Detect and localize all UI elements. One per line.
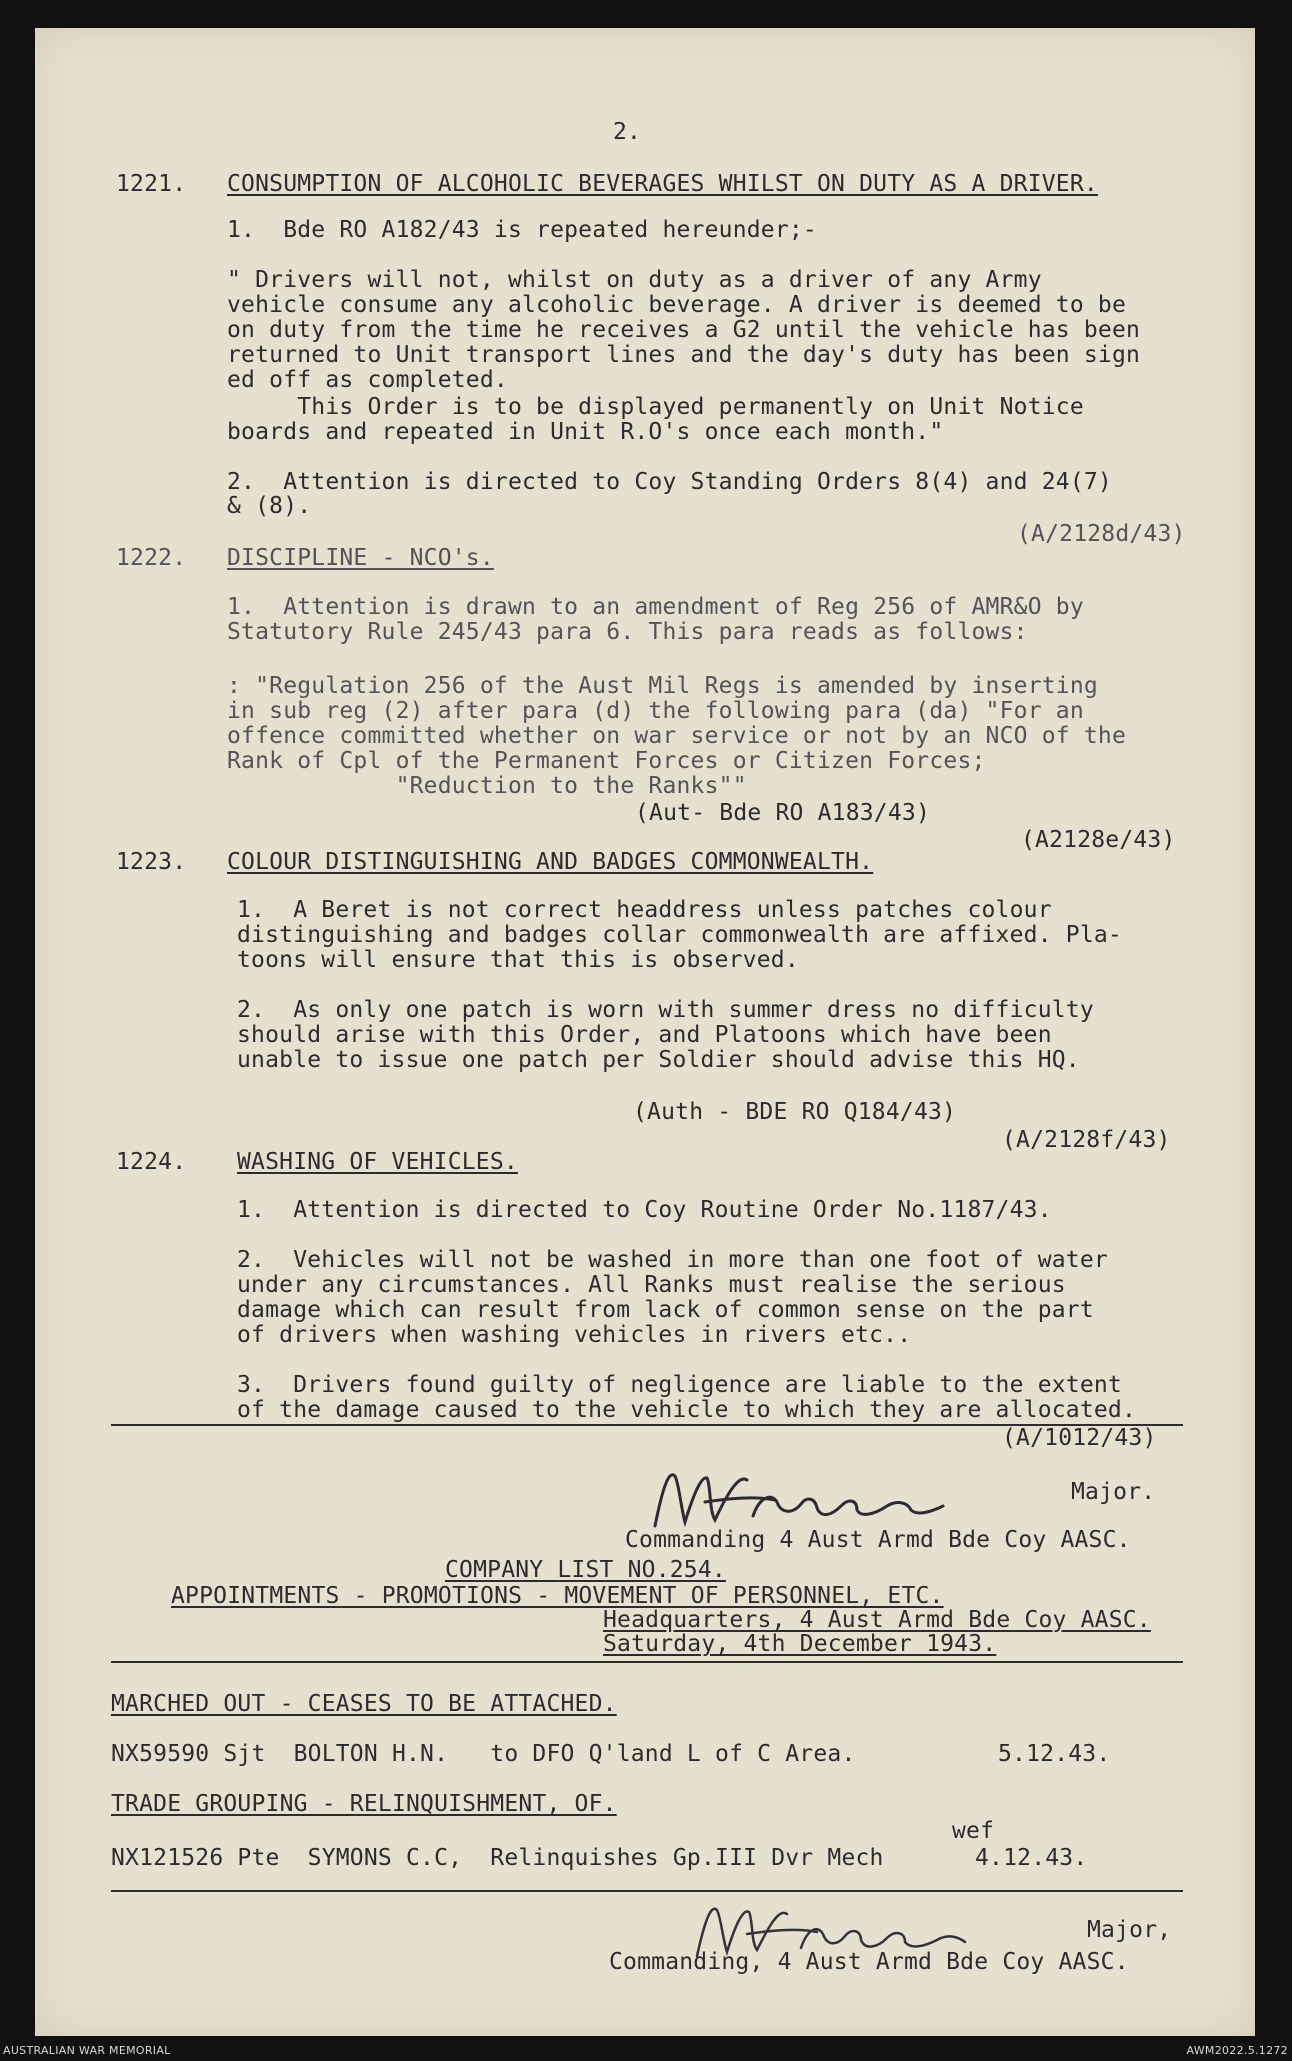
paragraph: 3. Drivers found guilty of negligence are liable to the extent — [237, 1372, 1122, 1398]
paragraph: should arise with this Order, and Platoons which have been — [237, 1022, 1052, 1048]
headquarters-line: Headquarters, 4 Aust Armd Bde Coy AASC. — [603, 1607, 1151, 1633]
quote-line: boards and repeated in Unit R.O's once each month." — [227, 419, 944, 445]
wef-label: wef — [952, 1818, 995, 1844]
quote-line: : "Regulation 256 of the Aust Mil Regs is amended by inserting — [227, 673, 1098, 699]
entry-date: 4.12.43. — [975, 1845, 1088, 1871]
paragraph: toons will ensure that this is observed. — [237, 947, 799, 973]
paragraph: Statutory Rule 245/43 para 6. This para reads as follows: — [227, 619, 1028, 645]
date-line: Saturday, 4th December 1943. — [603, 1631, 997, 1657]
paragraph: & (8). — [227, 493, 312, 519]
order-number: 1223. — [116, 849, 187, 875]
paragraph: 2. As only one patch is worn with summer dress no difficulty — [237, 997, 1094, 1023]
quote-line: ed off as completed. — [227, 367, 508, 393]
order-heading: WASHING OF VEHICLES. — [237, 1149, 518, 1175]
file-reference: (A/1012/43) — [1002, 1425, 1157, 1451]
section-heading: MARCHED OUT - CEASES TO BE ATTACHED. — [111, 1691, 617, 1717]
section-heading: TRADE GROUPING - RELINQUISHMENT, OF. — [111, 1791, 617, 1817]
quote-line: vehicle consume any alcoholic beverage. A driver is deemed to be — [227, 292, 1127, 318]
divider-rule — [111, 1661, 1183, 1663]
paragraph: distinguishing and badges collar commonwealth are affixed. Pla- — [237, 922, 1122, 948]
document-page — [35, 28, 1255, 2036]
order-heading: DISCIPLINE - NCO's. — [227, 545, 494, 571]
paragraph: 2. Attention is directed to Coy Standing Orders 8(4) and 24(7) — [227, 469, 1112, 495]
signatory-rank: Major. — [1071, 1479, 1156, 1505]
quote-line: " Drivers will not, whilst on duty as a driver of any Army — [227, 267, 1042, 293]
order-number: 1221. — [116, 171, 187, 197]
quote-line: in sub reg (2) after para (d) the following para (da) "For an — [227, 698, 1084, 724]
authority: (Aut- Bde RO A183/43) — [635, 800, 930, 826]
order-heading: CONSUMPTION OF ALCOHOLIC BEVERAGES WHILST ON DUTY AS A DRIVER. — [227, 171, 1098, 197]
paragraph: 1. Attention is drawn to an amendment of Reg 256 of AMR&O by — [227, 594, 1084, 620]
paragraph: damage which can result from lack of common sense on the part — [237, 1297, 1094, 1323]
order-number: 1224. — [116, 1149, 187, 1175]
page-number: 2. — [613, 119, 642, 145]
paragraph: 1. A Beret is not correct headdress unless patches colour — [237, 897, 1052, 923]
paragraph: under any circumstances. All Ranks must realise the serious — [237, 1272, 1066, 1298]
quote-line: This Order is to be displayed permanently on Unit Notice — [227, 394, 1084, 420]
entry-date: 5.12.43. — [998, 1741, 1111, 1767]
quote-line: on duty from the time he receives a G2 until the vehicle has been — [227, 317, 1141, 343]
paragraph: unable to issue one patch per Soldier should advise this HQ. — [237, 1047, 1080, 1073]
company-list-subtitle: APPOINTMENTS - PROMOTIONS - MOVEMENT OF PERSONNEL, ETC. — [171, 1583, 944, 1609]
personnel-entry: NX59590 Sjt BOLTON H.N. to DFO Q'land L of C Area. — [111, 1741, 856, 1767]
paragraph: of the damage caused to the vehicle to which they are allocated. — [237, 1397, 1137, 1423]
order-number: 1222. — [116, 545, 187, 571]
personnel-entry: NX121526 Pte SYMONS C.C, Relinquishes Gp.III Dvr Mech — [111, 1845, 884, 1871]
file-reference: (A/2128f/43) — [1002, 1127, 1171, 1153]
file-reference: (A/2128d/43) — [1017, 521, 1186, 547]
archive-credit: AUSTRALIAN WAR MEMORIAL — [3, 2044, 171, 2057]
quote-line: Rank of Cpl of the Permanent Forces or Citizen Forces; — [227, 748, 986, 774]
quote-line: offence committed whether on war service or not by an NCO of the — [227, 723, 1127, 749]
signatory-title: Commanding 4 Aust Armd Bde Coy AASC. — [625, 1527, 1131, 1553]
signatory-title: Commanding, 4 Aust Armd Bde Coy AASC. — [609, 1949, 1129, 1975]
paragraph: 2. Vehicles will not be washed in more than one foot of water — [237, 1247, 1108, 1273]
authority: (Auth - BDE RO Q184/43) — [633, 1099, 957, 1125]
file-reference: (A2128e/43) — [1021, 827, 1176, 853]
quote-line: returned to Unit transport lines and the day's duty has been sign — [227, 342, 1141, 368]
signatory-rank: Major, — [1087, 1917, 1172, 1943]
paragraph: of drivers when washing vehicles in rivers etc.. — [237, 1322, 912, 1348]
paragraph: 1. Bde RO A182/43 is repeated hereunder;- — [227, 217, 817, 243]
company-list-title: COMPANY LIST NO.254. — [445, 1557, 726, 1583]
archive-reference: AWM2022.5.1272 — [1186, 2044, 1288, 2057]
paragraph: 1. Attention is directed to Coy Routine Order No.1187/43. — [237, 1197, 1052, 1223]
divider-rule — [111, 1890, 1183, 1892]
quote-line: "Reduction to the Ranks"" — [227, 773, 747, 799]
order-heading: COLOUR DISTINGUISHING AND BADGES COMMONWEALTH. — [227, 849, 874, 875]
